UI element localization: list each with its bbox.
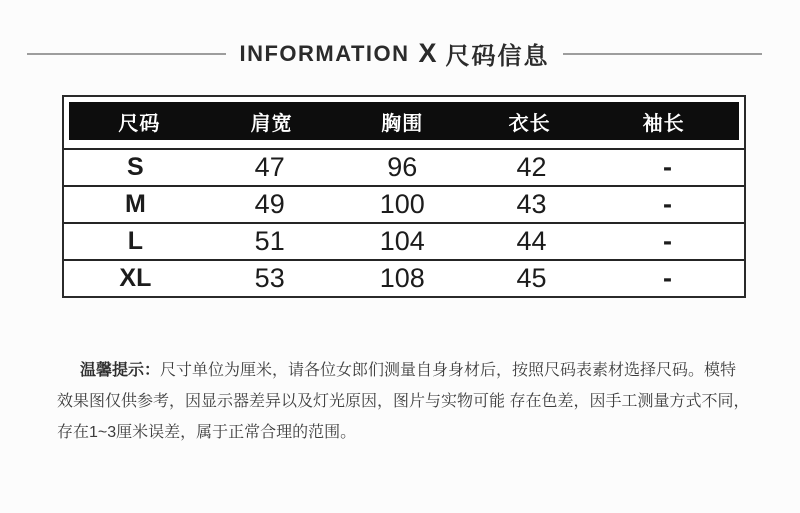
length-cell: 45 <box>516 263 547 293</box>
sleeve-cell: - <box>662 189 672 219</box>
bust-cell: 108 <box>379 263 425 293</box>
title-divider-right <box>563 53 762 55</box>
shoulder-cell: 47 <box>254 152 285 182</box>
note-text: 尺寸单位为厘米，请各位女郎们测量自身身材后，按照尺码表素材选择尺码。模特 <box>160 362 737 379</box>
sleeve-cell: - <box>662 226 672 256</box>
size-cell: M <box>124 190 146 218</box>
header-cell-length: 衣长 <box>508 112 551 135</box>
length-cell: 42 <box>516 152 547 182</box>
sleeve-cell: - <box>662 263 672 293</box>
size-cell: L <box>127 227 144 255</box>
shoulder-cell: 53 <box>254 263 285 293</box>
size-chart-page <box>0 36 800 448</box>
table-row <box>64 259 744 296</box>
size-cell: S <box>127 153 144 181</box>
shoulder-cell: 51 <box>254 226 285 256</box>
bust-cell: 100 <box>379 189 425 219</box>
bust-cell: 96 <box>387 152 418 182</box>
table-row <box>64 148 744 185</box>
page-title <box>239 36 549 71</box>
section-title <box>27 36 762 71</box>
title-suffix: 尺码信息 <box>445 43 550 70</box>
note-label: 温馨提示： <box>80 362 161 379</box>
table-row <box>64 185 744 222</box>
title-prefix: INFORMATION <box>239 40 410 66</box>
size-cell: XL <box>119 264 152 292</box>
header-cell-shoulder: 肩宽 <box>250 112 293 135</box>
table-row <box>64 222 744 259</box>
length-cell: 43 <box>516 189 547 219</box>
sleeve-cell: - <box>662 152 672 182</box>
size-note <box>57 355 770 448</box>
length-cell: 44 <box>516 226 547 256</box>
header-cell-bust: 胸围 <box>381 112 424 135</box>
table-body <box>64 148 744 296</box>
note-line <box>57 355 770 386</box>
bust-cell: 104 <box>379 226 425 256</box>
note-line: 存在1~3厘米误差，属于正常合理的范围。 <box>57 424 357 441</box>
header-cell-size: 尺码 <box>118 112 161 135</box>
size-table <box>62 95 746 298</box>
shoulder-cell: 49 <box>254 189 285 219</box>
header-cell-sleeve: 袖长 <box>642 112 685 135</box>
title-separator-x: X <box>418 38 437 68</box>
title-divider-left <box>27 53 226 55</box>
table-header <box>69 102 739 140</box>
note-line: 效果图仅供参考，因显示器差异以及灯光原因，图片与实物可能 存在色差，因手工测量方式不同， <box>57 393 750 410</box>
